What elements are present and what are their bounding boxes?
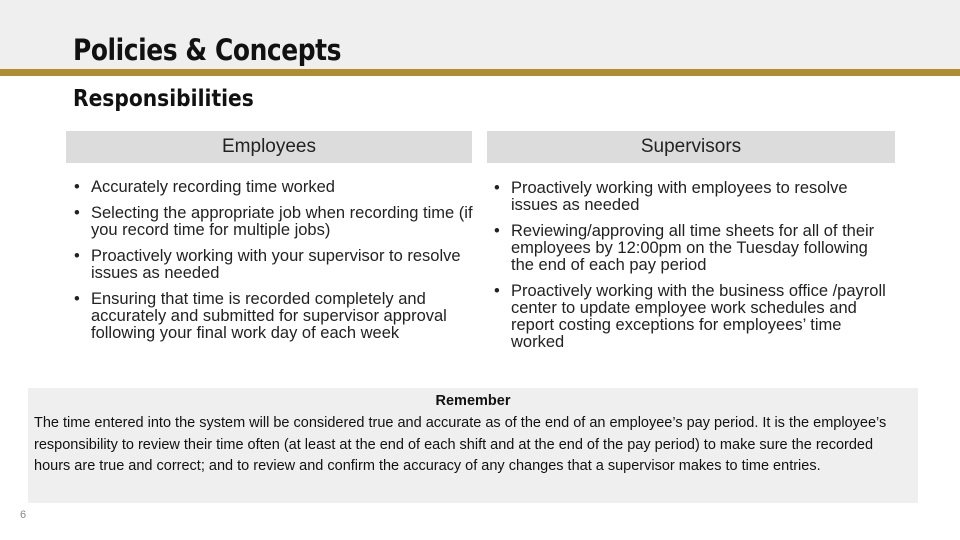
employees-responsibility-list <box>72 179 474 351</box>
supervisors-column-header: Supervisors <box>487 131 895 163</box>
list-item: • Ensuring that time is recorded completely and accurately and submitted for supervisor approval following your final work day of each week <box>72 291 474 342</box>
page-number: 6 <box>20 509 27 521</box>
employees-column-header: Employees <box>66 131 472 163</box>
page-title: Policies & Concepts <box>73 33 342 67</box>
supervisors-responsibility-list <box>492 180 892 360</box>
list-item: • Proactively working with the business office /payroll center to update employee work schedules and report costing exceptions for employees’ time worked <box>492 283 892 351</box>
remember-title: Remember <box>435 393 511 409</box>
accent-rule <box>0 69 960 76</box>
section-subtitle: Responsibilities <box>73 86 254 112</box>
list-item: • Reviewing/approving all time sheets for all of their employees by 12:00pm on the Tuesday following the end of each pay period <box>492 223 892 274</box>
list-item: • Selecting the appropriate job when recording time (if you record time for multiple jobs) <box>72 205 474 239</box>
list-item: • Accurately recording time worked <box>72 179 474 196</box>
list-item: • Proactively working with employees to resolve issues as needed <box>492 180 892 214</box>
list-item: • Proactively working with your supervisor to resolve issues as needed <box>72 248 474 282</box>
remember-text: The time entered into the system will be considered true and accurate as of the end of an employee’s pay period. It is the employee’s responsibility to review their time often (at least at the end of each shift and at the end of the pay period) to make sure the recorded hours are true and correct; and to review and confirm the accuracy of any changes that a supervisor makes to time entries. <box>34 415 887 475</box>
